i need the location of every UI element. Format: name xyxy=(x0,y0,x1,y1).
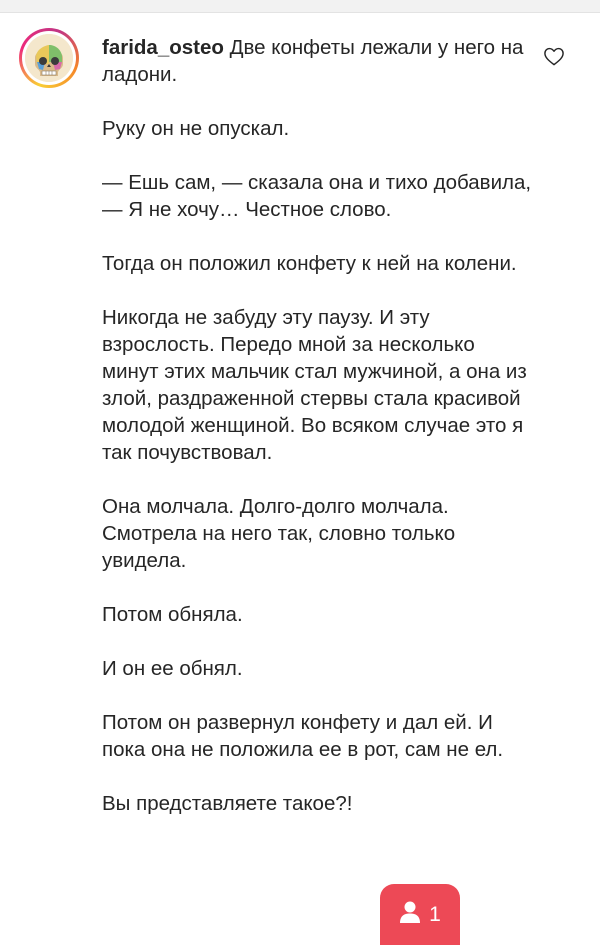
comment-paragraph: Вы представляете такое?! xyxy=(102,792,353,815)
comment-username[interactable]: farida_osteo xyxy=(102,36,224,59)
person-icon xyxy=(399,900,421,929)
comment-paragraph: Потом он развернул конфету и дал ей. И пока она не положила ее в рот, сам не ел. xyxy=(102,711,504,761)
comment-paragraph: Она молчала. Долго-долго молчала. Смотрела на него так, словно только увидела. xyxy=(102,495,456,572)
comment-body xyxy=(102,34,532,844)
notification-count: 1 xyxy=(429,902,441,926)
comment-first-text: Две конфеты лежали у него на ладони. xyxy=(102,36,524,86)
like-heart-icon[interactable] xyxy=(543,46,565,66)
comment-paragraph: — Ешь сам, — сказала она и тихо добавила, — Я не хочу… Честное слово. xyxy=(102,171,532,221)
comment-paragraph: И он ее обнял. xyxy=(102,657,243,680)
skull-avatar-image xyxy=(25,34,73,82)
comment-first-line xyxy=(102,34,532,88)
comment-paragraph: Руку он не опускал. xyxy=(102,117,290,140)
comment-paragraph: Никогда не забуду эту паузу. И эту взрослость. Передо мной за несколько минут этих мальчик стал мужчиной, а она из злой, раздраженной стервы стала красивой молодой женщиной. Во всяком случае это я так почувствовал. xyxy=(102,306,527,464)
comment-paragraph: Потом обняла. xyxy=(102,603,243,626)
top-bar xyxy=(0,0,600,13)
comment-paragraph: Тогда он положил конфету к ней на колени. xyxy=(102,252,517,275)
avatar[interactable] xyxy=(19,28,79,88)
notification-button[interactable] xyxy=(380,884,460,945)
